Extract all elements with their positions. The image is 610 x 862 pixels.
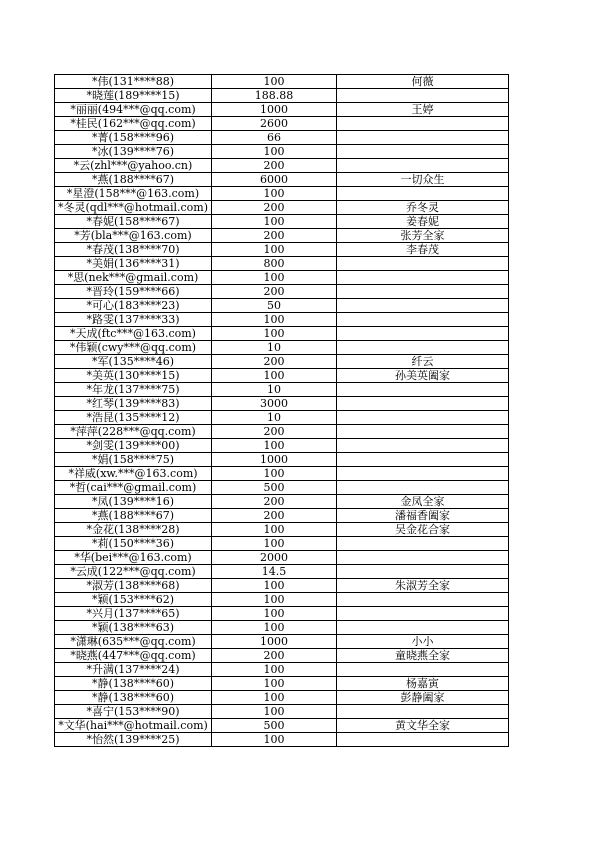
table-row — [55, 467, 509, 481]
donor-name-cell: *哲(cai***@gmail.com) — [55, 481, 212, 495]
donor-name-cell: *萍萍(228***@qq.com) — [55, 425, 212, 439]
donor-name-cell: *伟(131****88) — [55, 75, 212, 89]
donor-name-cell: *升满(137****24) — [55, 663, 212, 677]
table-row — [55, 677, 509, 691]
amount-cell: 200 — [212, 159, 337, 173]
donor-name-cell: *丽丽(494***@qq.com) — [55, 103, 212, 117]
note-cell — [337, 481, 509, 495]
donor-name-cell: *颖(153****62) — [55, 593, 212, 607]
table-row — [55, 551, 509, 565]
amount-cell: 100 — [212, 537, 337, 551]
donor-name-cell: *桂民(162***@qq.com) — [55, 117, 212, 131]
donor-name-cell: *美英(130****15) — [55, 369, 212, 383]
donor-name-cell: *冬灵(qdl***@hotmail.com) — [55, 201, 212, 215]
table-row — [55, 243, 509, 257]
donor-name-cell: *颖(138****63) — [55, 621, 212, 635]
table-row — [55, 523, 509, 537]
donor-name-cell: *思(nek***@gmail.com) — [55, 271, 212, 285]
amount-cell: 100 — [212, 215, 337, 229]
amount-cell: 100 — [212, 523, 337, 537]
table-row — [55, 425, 509, 439]
table-row — [55, 453, 509, 467]
note-cell — [337, 159, 509, 173]
note-cell — [337, 537, 509, 551]
donor-name-cell: *凤(139****16) — [55, 495, 212, 509]
donor-name-cell: *浩昆(135****12) — [55, 411, 212, 425]
table-row — [55, 369, 509, 383]
donor-name-cell: *可心(183****23) — [55, 299, 212, 313]
table-row — [55, 271, 509, 285]
note-cell: 孙美英阖家 — [337, 369, 509, 383]
note-cell — [337, 313, 509, 327]
donor-name-cell: *莉(150****36) — [55, 537, 212, 551]
amount-cell: 3000 — [212, 397, 337, 411]
note-cell — [337, 327, 509, 341]
table-row — [55, 229, 509, 243]
donor-name-cell: *伟颖(cwy***@qq.com) — [55, 341, 212, 355]
amount-cell: 200 — [212, 229, 337, 243]
amount-cell: 100 — [212, 327, 337, 341]
table-row — [55, 733, 509, 747]
note-cell: 彭静阖家 — [337, 691, 509, 705]
donor-name-cell: *兴月(137****65) — [55, 607, 212, 621]
donor-name-cell: *军(135****46) — [55, 355, 212, 369]
note-cell — [337, 565, 509, 579]
donor-name-cell: *文华(hai***@hotmail.com) — [55, 719, 212, 733]
donor-name-cell: *美娟(136****31) — [55, 257, 212, 271]
donor-name-cell: *红琴(139****83) — [55, 397, 212, 411]
note-cell — [337, 299, 509, 313]
donor-name-cell: *淑芳(138****68) — [55, 579, 212, 593]
note-cell — [337, 453, 509, 467]
table-row — [55, 649, 509, 663]
donor-name-cell: *娟(158****75) — [55, 453, 212, 467]
table-row — [55, 313, 509, 327]
amount-cell: 100 — [212, 271, 337, 285]
note-cell — [337, 467, 509, 481]
donor-name-cell: *芳(bla***@163.com) — [55, 229, 212, 243]
note-cell — [337, 271, 509, 285]
table-row — [55, 355, 509, 369]
note-cell — [337, 663, 509, 677]
amount-cell: 1000 — [212, 635, 337, 649]
table-row — [55, 187, 509, 201]
note-cell — [337, 621, 509, 635]
amount-cell: 10 — [212, 383, 337, 397]
amount-cell: 100 — [212, 677, 337, 691]
note-cell: 金凤全家 — [337, 495, 509, 509]
note-cell — [337, 439, 509, 453]
table-row — [55, 509, 509, 523]
table-row — [55, 621, 509, 635]
amount-cell: 2600 — [212, 117, 337, 131]
donor-name-cell: *喜宁(153****90) — [55, 705, 212, 719]
donor-name-cell: *云(zhl***@yahoo.cn) — [55, 159, 212, 173]
note-cell: 黄文华全家 — [337, 719, 509, 733]
donor-name-cell: *星澄(158***@163.com) — [55, 187, 212, 201]
amount-cell: 100 — [212, 663, 337, 677]
amount-cell: 100 — [212, 145, 337, 159]
note-cell: 张芳全家 — [337, 229, 509, 243]
amount-cell: 188.88 — [212, 89, 337, 103]
amount-cell: 2000 — [212, 551, 337, 565]
table-row — [55, 341, 509, 355]
donor-name-cell: *怡然(139****25) — [55, 733, 212, 747]
note-cell: 王婷 — [337, 103, 509, 117]
donor-name-cell: *剑雯(139****00) — [55, 439, 212, 453]
note-cell: 李春茂 — [337, 243, 509, 257]
table-row — [55, 215, 509, 229]
table-row — [55, 635, 509, 649]
donor-name-cell: *静(138****60) — [55, 691, 212, 705]
amount-cell: 100 — [212, 621, 337, 635]
note-cell: 杨嘉寅 — [337, 677, 509, 691]
amount-cell: 500 — [212, 719, 337, 733]
table-row — [55, 173, 509, 187]
table-row — [55, 481, 509, 495]
table-row — [55, 397, 509, 411]
amount-cell: 200 — [212, 425, 337, 439]
amount-cell: 100 — [212, 439, 337, 453]
note-cell: 何薇 — [337, 75, 509, 89]
amount-cell: 100 — [212, 593, 337, 607]
amount-cell: 100 — [212, 313, 337, 327]
note-cell: 小小 — [337, 635, 509, 649]
table-row — [55, 257, 509, 271]
donation-table — [54, 74, 509, 747]
note-cell — [337, 425, 509, 439]
note-cell: 乔冬灵 — [337, 201, 509, 215]
amount-cell: 200 — [212, 201, 337, 215]
table-row — [55, 705, 509, 719]
donation-table-body — [55, 75, 509, 747]
donor-name-cell: *静(138****60) — [55, 677, 212, 691]
note-cell — [337, 117, 509, 131]
note-cell: 童晓燕全家 — [337, 649, 509, 663]
donor-name-cell: *燕(188****67) — [55, 173, 212, 187]
table-row — [55, 285, 509, 299]
donor-name-cell: *晓燕(447***@qq.com) — [55, 649, 212, 663]
amount-cell: 10 — [212, 341, 337, 355]
donor-name-cell: *天成(ftc***@163.com) — [55, 327, 212, 341]
table-row — [55, 117, 509, 131]
amount-cell: 200 — [212, 285, 337, 299]
donor-name-cell: *云成(122***@qq.com) — [55, 565, 212, 579]
donor-name-cell: *路雯(137****33) — [55, 313, 212, 327]
note-cell — [337, 383, 509, 397]
donor-name-cell: *冰(139****76) — [55, 145, 212, 159]
amount-cell: 800 — [212, 257, 337, 271]
table-row — [55, 201, 509, 215]
note-cell — [337, 285, 509, 299]
note-cell — [337, 131, 509, 145]
amount-cell: 14.5 — [212, 565, 337, 579]
note-cell — [337, 607, 509, 621]
amount-cell: 10 — [212, 411, 337, 425]
donor-name-cell: *春茂(138****70) — [55, 243, 212, 257]
note-cell — [337, 89, 509, 103]
amount-cell: 100 — [212, 243, 337, 257]
donor-name-cell: *晓莲(189****15) — [55, 89, 212, 103]
donor-name-cell: *菁(158****96) — [55, 131, 212, 145]
donor-name-cell: *潇琳(635***@qq.com) — [55, 635, 212, 649]
amount-cell: 100 — [212, 691, 337, 705]
table-row — [55, 719, 509, 733]
table-row — [55, 593, 509, 607]
note-cell — [337, 411, 509, 425]
note-cell — [337, 551, 509, 565]
table-row — [55, 327, 509, 341]
table-row — [55, 89, 509, 103]
amount-cell: 200 — [212, 495, 337, 509]
table-row — [55, 691, 509, 705]
table-row — [55, 383, 509, 397]
note-cell — [337, 705, 509, 719]
table-row — [55, 439, 509, 453]
amount-cell: 100 — [212, 579, 337, 593]
note-cell: 潘福香阖家 — [337, 509, 509, 523]
note-cell: 纤云 — [337, 355, 509, 369]
note-cell — [337, 187, 509, 201]
note-cell — [337, 341, 509, 355]
note-cell — [337, 397, 509, 411]
amount-cell: 100 — [212, 705, 337, 719]
amount-cell: 100 — [212, 369, 337, 383]
amount-cell: 100 — [212, 733, 337, 747]
table-row — [55, 495, 509, 509]
note-cell — [337, 733, 509, 747]
table-row — [55, 145, 509, 159]
amount-cell: 1000 — [212, 453, 337, 467]
note-cell — [337, 145, 509, 159]
table-row — [55, 75, 509, 89]
donor-name-cell: *金花(138****28) — [55, 523, 212, 537]
amount-cell: 200 — [212, 649, 337, 663]
donor-name-cell: *祥威(xw.***@163.com) — [55, 467, 212, 481]
amount-cell: 100 — [212, 75, 337, 89]
table-row — [55, 607, 509, 621]
donor-name-cell: *春妮(158****67) — [55, 215, 212, 229]
donor-name-cell: *年龙(137****75) — [55, 383, 212, 397]
table-row — [55, 663, 509, 677]
amount-cell: 200 — [212, 509, 337, 523]
amount-cell: 500 — [212, 481, 337, 495]
table-row — [55, 299, 509, 313]
note-cell — [337, 257, 509, 271]
table-row — [55, 579, 509, 593]
note-cell: 吴金花合家 — [337, 523, 509, 537]
donor-name-cell: *晋玲(159****66) — [55, 285, 212, 299]
note-cell — [337, 593, 509, 607]
amount-cell: 100 — [212, 607, 337, 621]
table-row — [55, 565, 509, 579]
donor-name-cell: *燕(188****67) — [55, 509, 212, 523]
amount-cell: 200 — [212, 355, 337, 369]
amount-cell: 66 — [212, 131, 337, 145]
table-row — [55, 131, 509, 145]
amount-cell: 6000 — [212, 173, 337, 187]
table-row — [55, 159, 509, 173]
amount-cell: 1000 — [212, 103, 337, 117]
amount-cell: 50 — [212, 299, 337, 313]
table-row — [55, 411, 509, 425]
note-cell: 朱淑芳全家 — [337, 579, 509, 593]
note-cell: 姜春妮 — [337, 215, 509, 229]
donor-name-cell: *华(bei***@163.com) — [55, 551, 212, 565]
note-cell: 一切众生 — [337, 173, 509, 187]
table-row — [55, 537, 509, 551]
amount-cell: 100 — [212, 187, 337, 201]
table-row — [55, 103, 509, 117]
amount-cell: 100 — [212, 467, 337, 481]
